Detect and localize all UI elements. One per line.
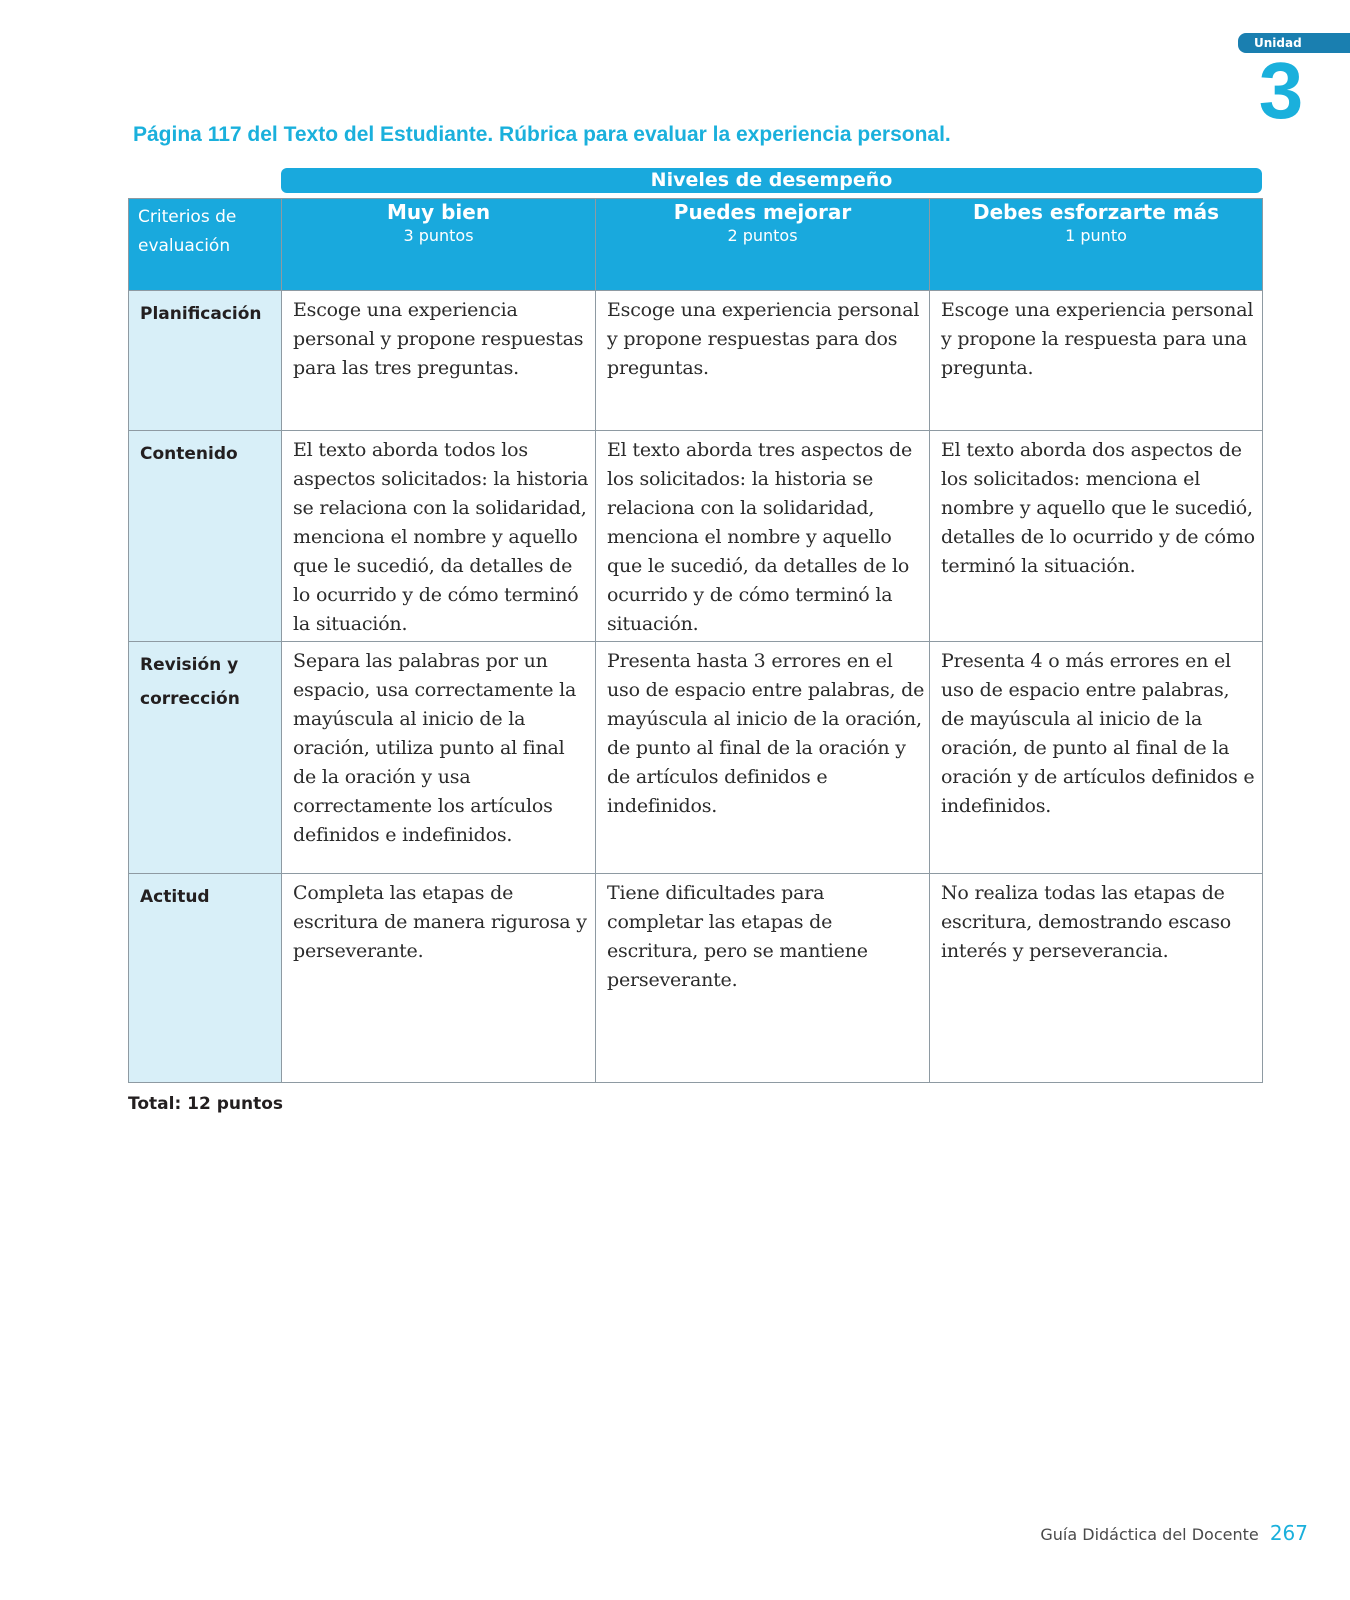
rubric-cell: El texto aborda tres aspectos de los solicitados: la historia se relaciona con la solidaridad, menciona el nombre y aquello que le sucedió, da detalles de lo ocurrido y de cómo terminó la situación. bbox=[596, 431, 930, 642]
criteria-header bbox=[129, 199, 282, 291]
rubric-cell: Separa las palabras por un espacio, usa correctamente la mayúscula al inicio de la oración, utiliza punto al final de la oración y usa correctamente los artículos definidos e indefinidos. bbox=[282, 642, 596, 874]
level-points: 2 puntos bbox=[727, 226, 798, 245]
total-points: Total: 12 puntos bbox=[128, 1094, 284, 1114]
level-header-muy-bien bbox=[282, 199, 596, 291]
level-header-debes-esforzarte bbox=[930, 199, 1263, 291]
level-name: Muy bien bbox=[386, 200, 491, 224]
level-name: Debes esforzarte más bbox=[972, 200, 1219, 224]
rubric-cell: Escoge una experiencia personal y propone respuestas para las tres preguntas. bbox=[282, 291, 596, 431]
rubric-cell: El texto aborda dos aspectos de los solicitados: menciona el nombre y aquello que le sucedió, detalles de lo ocurrido y de cómo terminó la situación. bbox=[930, 431, 1263, 642]
rubric-table bbox=[128, 198, 1263, 1083]
unit-number: 3 bbox=[1258, 46, 1304, 135]
rubric-row-planificacion bbox=[129, 291, 1263, 431]
page-title: Página 117 del Texto del Estudiante. Rúbrica para evaluar la experiencia personal. bbox=[133, 123, 951, 146]
rubric-cell: Escoge una experiencia personal y propone la respuesta para una pregunta. bbox=[930, 291, 1263, 431]
criteria-header-line: Criterios de bbox=[138, 207, 237, 227]
rubric-cell: Presenta 4 o más errores en el uso de espacio entre palabras, de mayúscula al inicio de la oración, de punto al final de la oración y de artículos definidos e indefinidos. bbox=[930, 642, 1263, 874]
unit-badge: Unidad bbox=[1238, 33, 1350, 53]
rubric-row-revision bbox=[129, 642, 1263, 874]
criterion-label: Planificación bbox=[129, 291, 282, 431]
rubric-cell: Escoge una experiencia personal y propone respuestas para dos preguntas. bbox=[596, 291, 930, 431]
level-points: 1 punto bbox=[1065, 226, 1127, 245]
criterion-label: Revisión y corrección bbox=[129, 642, 282, 874]
criterion-label: Contenido bbox=[129, 431, 282, 642]
rubric-row-actitud bbox=[129, 874, 1263, 1083]
footer-label: Guía Didáctica del Docente bbox=[1040, 1525, 1259, 1544]
level-points: 3 puntos bbox=[403, 226, 474, 245]
level-name: Puedes mejorar bbox=[673, 200, 852, 224]
level-header-puedes-mejorar bbox=[596, 199, 930, 291]
criterion-label: Actitud bbox=[129, 874, 282, 1083]
rubric-cell: Presenta hasta 3 errores en el uso de espacio entre palabras, de mayúscula al inicio de la oración, de punto al final de la oración y de artículos definidos e indefinidos. bbox=[596, 642, 930, 874]
levels-banner: Niveles de desempeño bbox=[281, 168, 1262, 193]
rubric-cell: Completa las etapas de escritura de manera rigurosa y perseverante. bbox=[282, 874, 596, 1083]
page-number: 267 bbox=[1269, 1521, 1308, 1545]
rubric-cell: No realiza todas las etapas de escritura, demostrando escaso interés y perseverancia. bbox=[930, 874, 1263, 1083]
page-footer bbox=[1040, 1521, 1308, 1545]
rubric-cell: El texto aborda todos los aspectos solicitados: la historia se relaciona con la solidaridad, menciona el nombre y aquello que le sucedió, da detalles de lo ocurrido y de cómo terminó la situación. bbox=[282, 431, 596, 642]
rubric-cell: Tiene dificultades para completar las etapas de escritura, pero se mantiene perseverante. bbox=[596, 874, 930, 1083]
rubric-row-contenido bbox=[129, 431, 1263, 642]
rubric-header-row bbox=[129, 199, 1263, 291]
criteria-header-line: evaluación bbox=[138, 236, 231, 256]
